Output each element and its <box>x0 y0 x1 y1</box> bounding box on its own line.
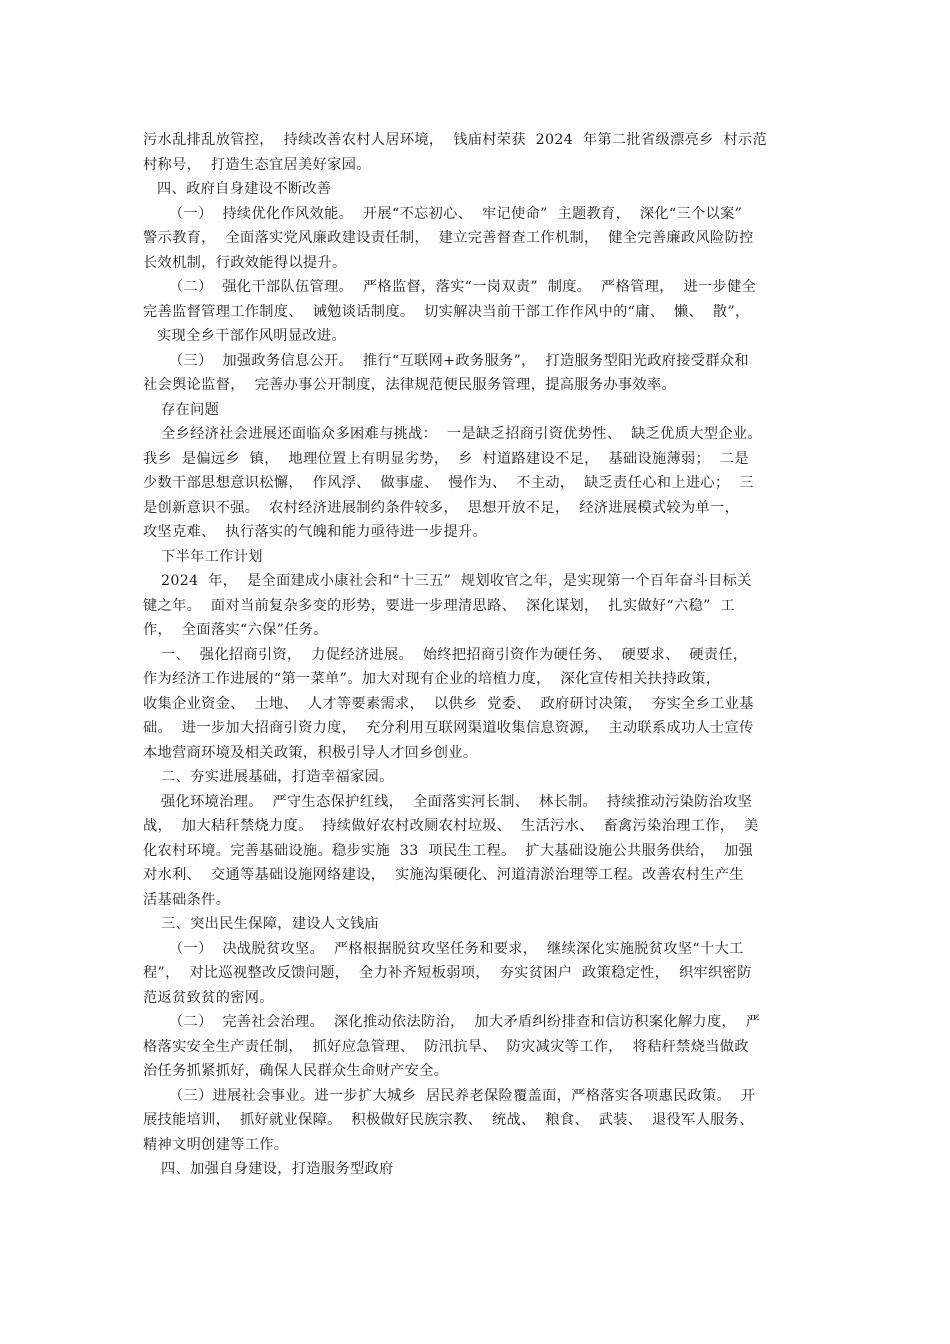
text-line: 治任务抓紧抓好，确保人民群众生命财产安全。 <box>143 1063 449 1079</box>
text-line: （一） 持续优化作风效能。 开展“不忘初心、 牢记使命” 主题教育， 深化“三个以案” <box>169 205 743 222</box>
document-body <box>143 128 808 1182</box>
text-line: 长效机制，行政效能得以提升。 <box>143 254 347 271</box>
text-line: 展技能培训， 抓好就业保障。 积极做好民族宗教、 统战、 粮食、 武装、 退役军人服务、 <box>143 1112 754 1128</box>
text-line: 范返贫致贫的密网。 <box>143 989 274 1006</box>
text-line: 精神文明创建等工作。 <box>143 1136 289 1153</box>
text-line: 是创新意识不强。 农村经济进展制约条件较多， 思想开放不足， 经济进展模式较为单一， <box>143 499 740 516</box>
text-line: 实现全乡干部作风明显改进。 <box>157 328 346 344</box>
text-line: （一） 决战脱贫攻坚。 严格根据脱贫攻坚任务和要求， 继续深化实施脱贫攻坚“十大工 <box>169 940 744 957</box>
text-line: （三）进展社会事业。进一步扩大城乡 居民养老保险覆盖面，严格落实各项惠民政策。 开 <box>169 1087 756 1104</box>
text-line: 对水利、 交通等基础设施网络建设， 实施沟渠硬化、河道清淤治理等工程。改善农村生产生 <box>143 867 744 883</box>
text-line: （二） 强化干部队伍管理。 严格监督，落实“一岗双责” 制度。 严格管理， 进一步健全 <box>169 279 757 295</box>
text-line: 全乡经济社会进展还面临众多困难与挑战： 一是缺乏招商引资优势性、 缺乏优质大型企业。 <box>161 426 762 442</box>
text-line: 程”， 对比巡视整改反馈问题， 全力补齐短板弱项， 夯实贫困户 政策稳定性， 织牢织密防 <box>143 965 752 981</box>
text-line: 污水乱排乱放管控， 持续改善农村人居环境， 钱庙村荣获 2024 年第二批省级漂亮乡 村示范 <box>143 132 767 148</box>
section-heading: 存在问题 <box>161 401 220 418</box>
section-heading: 下半年工作计划 <box>161 548 263 565</box>
text-line: 社会舆论监督， 完善办事公开制度，法律规范便民服务管理，提高服务办事效率。 <box>143 377 677 393</box>
text-line: 攻坚克难、 执行落实的气魄和能力亟待进一步提升。 <box>143 524 488 540</box>
text-line: 战， 加大秸秆禁烧力度。 持续做好农村改厕农村垃圾、 生活污水、 畜禽污染治理工作， 美 <box>143 818 759 834</box>
text-line: 2024 年， 是全面建成小康社会和“十三五” 规划收官之年，是实现第一个百年奋斗目标关 <box>161 573 752 589</box>
text-line: 强化环境治理。 严守生态保护红线， 全面落实河长制、 林长制。 持续推动污染防治攻坚 <box>161 793 753 810</box>
text-line: 警示教育， 全面落实党风廉政建设责任制， 建立完善督查工作机制， 健全完善廉政风险防控 <box>143 230 754 246</box>
text-line: 活基础条件。 <box>143 891 231 908</box>
text-line: 村称号， 打造生态宜居美好家园。 <box>143 156 371 173</box>
section-heading: 三、突出民生保障，建设人文钱庙 <box>161 916 380 932</box>
text-line: 键之年。 面对当前复杂多变的形势，要进一步理清思路、 深化谋划， 扎实做好“六稳” 工 <box>143 597 735 614</box>
section-heading: 二、夯实进展基础，打造幸福家园。 <box>161 769 394 785</box>
text-line: 完善监督管理工作制度、 诫勉谈话制度。 切实解决当前干部工作作风中的“庸、 懒、 散”， <box>143 303 750 320</box>
text-line: （二） 完善社会治理。 深化推动依法防治， 加大矛盾纠纷排查和信访积案化解力度， 严 <box>169 1014 761 1030</box>
section-heading: 四、政府自身建设不断改善 <box>157 181 332 197</box>
section-heading: 一、 强化招商引资， 力促经济进展。 始终把招商引资作为硬任务、 硬要求、 硬责任， <box>161 646 748 663</box>
text-line: 化农村环境。完善基础设施。稳步实施 33 项民生工程。 扩大基础设施公共服务供给， 加强 <box>143 842 754 859</box>
section-heading: 四、加强自身建设，打造服务型政府 <box>161 1161 394 1177</box>
text-line: 我乡 是偏远乡 镇， 地理位置上有明显劣势， 乡 村道路建设不足， 基础设施薄弱； 二是 <box>143 450 749 467</box>
text-line: 少数干部思想意识松懈， 作风浮、 做事虚、 慢作为、 不主动， 缺乏责任心和上进心； 三 <box>143 475 754 491</box>
text-line: 本地营商环境及相关政策，积极引导人才回乡创业。 <box>143 744 478 761</box>
text-line: 础。 进一步加大招商引资力度， 充分利用互联网渠道收集信息资源， 主动联系成功人士宣传 <box>143 720 754 736</box>
text-line: （三） 加强政务信息公开。 推行“互联网+政务服务”， 打造服务型阳光政府接受群众和 <box>169 352 749 369</box>
text-line: 格落实安全生产责任制， 抓好应急管理、 防汛抗旱、 防灾减灾等工作， 将秸秆禁烧当做政 <box>143 1038 749 1055</box>
text-line: 作为经济工作进展的“第一菜单”。加大对现有企业的培植力度， 深化宣传相关扶持政策， <box>143 671 721 687</box>
text-line: 收集企业资金、 土地、 人才等要素需求， 以供乡 党委、 政府研讨决策， 夯实全乡工业基 <box>143 695 754 712</box>
text-line: 作， 全面落实“六保”任务。 <box>143 622 328 638</box>
